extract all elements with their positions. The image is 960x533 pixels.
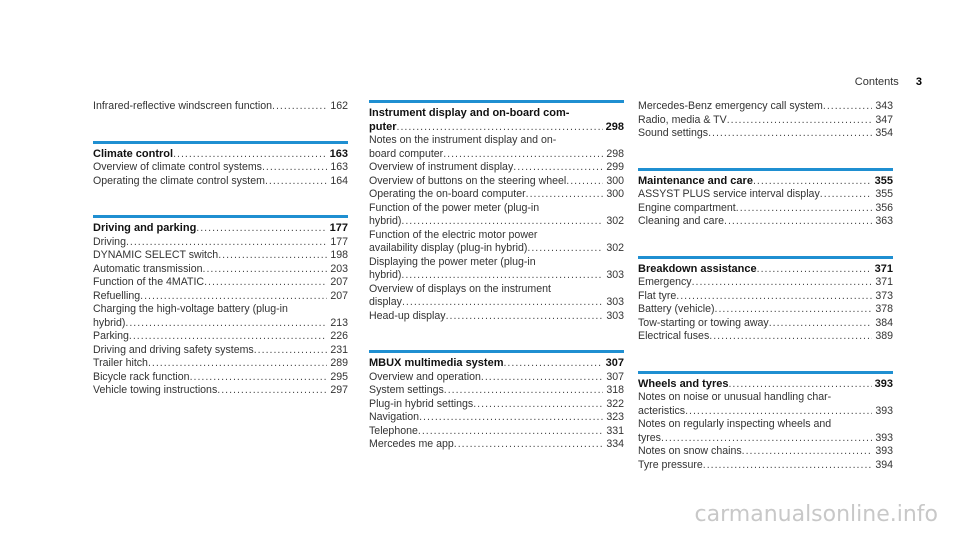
section-title-text: MBUX multimedia system [369,357,504,369]
toc-entry-text: Trailer hitch [93,357,148,369]
dot-leader [148,357,327,371]
page-ref: 322 [606,397,624,410]
toc-entry-text: Overview and operation [369,370,481,383]
toc-entry[interactable] [369,310,624,324]
page-ref: 295 [330,370,348,383]
page-ref: 393 [874,377,893,390]
dot-leader [443,148,603,162]
toc-entry[interactable] [638,114,893,128]
toc-entry[interactable] [638,330,893,344]
dot-leader [401,215,603,229]
toc-entry-text: Flat tyre [638,289,677,302]
page-ref: 177 [329,222,348,234]
toc-entry-line: Function of the electric motor power [369,228,538,241]
toc-entry-text: Battery (vehicle) [638,303,715,315]
page-ref: 371 [874,262,893,275]
toc-entry-text: acteristics [638,404,686,417]
section-rule [638,371,893,374]
page-ref: 334 [606,438,624,450]
dot-leader [419,411,603,425]
toc-section [369,350,624,452]
page-ref: 307 [605,357,624,369]
page-ref: 303 [606,269,624,281]
toc-entry-text: Function of the 4MATIC [93,276,205,288]
page-ref: 203 [330,262,348,275]
toc-entry[interactable] [93,357,348,371]
dot-leader [402,296,603,310]
page-ref: 371 [875,276,893,288]
toc-section [638,256,893,344]
toc-entry-text: Overview of climate control systems [93,161,262,173]
page-ref: 347 [875,113,893,126]
toc-entry-text: DYNAMIC SELECT switch [93,249,219,261]
toc-entry-line: Overview of displays on the instrument [369,282,551,295]
toc-entry[interactable] [638,215,893,229]
page-ref: 289 [330,357,348,369]
page-ref: 393 [875,445,893,457]
section-title[interactable] [93,222,348,236]
dot-leader [685,405,872,419]
toc-entry[interactable] [93,317,348,331]
dot-leader [444,384,604,398]
toc-entry[interactable] [638,100,893,114]
toc-entry-text: Driving and driving safety systems [93,343,254,356]
dot-leader [140,290,327,304]
page-ref: 318 [606,384,624,396]
page-ref: 302 [606,215,624,227]
page-ref: 198 [330,249,348,261]
page-ref: 389 [875,330,893,342]
toc-entry-text: Refuelling [93,289,141,302]
page-ref: 373 [875,289,893,302]
toc-entry-text: Overview of instrument display [369,161,514,173]
toc-column-1 [93,100,348,425]
toc-entry-text: tyres [638,431,661,444]
toc-entry-text: Telephone [369,424,418,437]
dot-leader [473,398,603,412]
footer [0,493,960,533]
toc-entry-text: Sound settings [638,127,709,139]
toc-entry[interactable] [638,432,893,446]
toc-entry-line: Displaying the power meter (plug-in [369,255,536,268]
toc-entry-text: board computer [369,147,444,160]
dot-leader [727,114,873,128]
toc-entry[interactable] [93,100,348,114]
page-ref: 303 [606,296,624,308]
page-ref: 393 [875,404,893,417]
toc-entry[interactable] [369,411,624,425]
page-ref: 355 [875,188,893,200]
toc-entry-text: Driving [93,235,126,248]
dot-leader [446,310,604,324]
section-title[interactable] [93,148,348,162]
toc-entry[interactable] [93,290,348,304]
dot-leader [218,249,327,263]
page-ref: 163 [330,161,348,173]
toc-entry-line: Notes on regularly inspecting wheels and [638,418,832,430]
toc-entry[interactable] [638,276,893,290]
toc-entry[interactable] [369,175,624,189]
toc-entry-text: Navigation [369,411,420,423]
page-ref: 393 [875,431,893,444]
toc-entry-text: Head-up display [369,309,446,322]
toc-section [369,100,624,323]
dot-leader [481,371,603,385]
toc-entry-text: Plug-in hybrid settings [369,397,474,410]
toc-entry-text: Mercedes me app [369,438,454,450]
section-title-text: Wheels and tyres [638,377,729,390]
toc-entry-text: Operating the on-board computer [369,188,526,200]
dot-leader [708,127,872,141]
dot-leader [272,100,327,114]
page-ref: 307 [606,370,624,383]
section-title-text: Breakdown assistance [638,262,757,275]
page-ref: 355 [874,174,893,187]
dot-leader [173,148,327,162]
toc-entry[interactable] [369,296,624,310]
toc-entry[interactable] [369,269,624,283]
section-title-text: Maintenance and care [638,174,753,187]
toc-entry[interactable] [638,127,893,141]
page-ref: 213 [330,316,348,329]
page-ref: 378 [875,303,893,315]
dot-leader [715,303,873,317]
toc-entry-text: hybrid) [369,269,402,281]
page-ref: 303 [606,309,624,322]
dot-leader [254,344,328,358]
toc-column-3 [638,100,893,499]
page-ref: 356 [875,201,893,214]
page-ref: 300 [606,188,624,200]
toc-entry-line: Charging the high-voltage battery (plug-in [93,303,288,315]
toc-entry[interactable] [369,398,624,412]
toc-entry[interactable] [369,425,624,439]
page-ref: 300 [606,174,624,187]
toc-entry-text: System settings [369,384,444,396]
dot-leader [566,175,603,189]
dot-leader [692,276,873,290]
dot-leader [262,161,327,175]
toc-entry-text: Infrared-reflective windscreen function [93,100,273,112]
dot-leader [418,425,603,439]
dot-leader [742,445,873,459]
dot-leader [503,357,602,371]
toc-entry[interactable] [638,290,893,304]
page-ref: 343 [875,100,893,112]
dot-leader [757,263,872,277]
dot-leader [454,438,604,452]
dot-leader [526,188,604,202]
page-ref: 299 [606,161,624,173]
section-title[interactable] [638,263,893,277]
dot-leader [527,242,603,256]
toc-entry-text: Engine compartment [638,201,736,214]
toc-entry-text: hybrid) [93,316,126,329]
toc-entry-line: Notes on the instrument display and on- [369,134,557,146]
dot-leader [401,269,603,283]
toc-section [93,100,348,114]
toc-entry-text: availability display (plug-in hybrid) [369,242,528,254]
toc-entry[interactable] [93,371,348,385]
dot-leader [703,459,873,473]
toc-section [638,168,893,229]
page-ref: 302 [606,242,624,254]
section-rule [638,168,893,171]
dot-leader [769,317,873,331]
dot-leader [397,121,603,135]
section-rule [93,141,348,144]
toc-entry[interactable] [638,405,893,419]
toc-entry[interactable] [369,242,624,256]
toc-entry-text: Mercedes-Benz emergency call system [638,100,823,112]
toc-entry[interactable] [93,236,348,250]
dot-leader [753,175,872,189]
dot-leader [513,161,603,175]
page-ref: 231 [330,343,348,356]
toc-column-2 [369,100,624,479]
page-ref: 298 [605,120,624,133]
toc-entry[interactable] [369,371,624,385]
toc-section [93,215,348,398]
page-ref: 164 [330,174,348,187]
page-ref: 384 [875,316,893,329]
page-ref: 297 [330,384,348,396]
section-title[interactable] [369,357,624,371]
watermark: carmanualsonline.info [694,502,938,527]
dot-leader [265,175,327,189]
toc-entry[interactable] [369,148,624,162]
section-rule [369,350,624,353]
dot-leader [728,378,871,392]
dot-leader [126,236,327,250]
toc-entry-text: Tow-starting or towing away [638,316,769,329]
toc-entry[interactable] [93,276,348,290]
dot-leader [820,188,873,202]
dot-leader [709,330,872,344]
toc-entry[interactable] [638,202,893,216]
page-header [855,76,922,88]
toc-entry-text: Tyre pressure [638,458,703,471]
toc-entry-text: Cleaning and care [638,215,724,227]
page-ref: 354 [875,127,893,139]
dot-leader [196,222,326,236]
dot-leader [736,202,873,216]
page-ref: 163 [329,147,348,160]
toc-entry[interactable] [93,330,348,344]
toc-entry-line: Function of the power meter (plug-in [369,201,540,214]
toc-entry[interactable] [638,459,893,473]
toc-entry[interactable] [638,303,893,317]
toc-entry-text: ASSYST PLUS service interval display [638,188,820,200]
page-ref: 363 [875,215,893,227]
toc-entry-text: Vehicle towing instructions [93,384,218,396]
dot-leader [823,100,872,114]
toc-entry-text: Radio, media & TV [638,113,727,126]
toc-entry[interactable] [93,384,348,398]
toc-entry[interactable] [369,188,624,202]
section-title-text: puter [369,120,397,133]
page-ref: 331 [606,424,624,437]
page-ref: 207 [330,276,348,288]
toc-entry-text: Overview of buttons on the steering wheel [369,174,567,187]
header-label: Contents [854,76,899,88]
page-ref: 394 [875,458,893,471]
section-title[interactable] [638,175,893,189]
dot-leader [203,263,328,277]
toc-entry-text: Operating the climate control system [93,174,265,187]
page-ref: 226 [330,330,348,342]
toc-entry-text: hybrid) [369,215,402,227]
toc-entry[interactable] [93,161,348,175]
toc-entry[interactable] [638,317,893,331]
toc-entry-text: display [369,296,402,308]
toc-entry-text: Notes on snow chains [638,445,742,457]
section-title-text: Climate control [93,147,174,160]
section-rule [638,256,893,259]
page-ref: 207 [330,289,348,302]
toc-entry[interactable] [369,215,624,229]
toc-entry[interactable] [638,445,893,459]
dot-leader [661,432,872,446]
dot-leader [129,330,327,344]
section-rule [93,215,348,218]
toc-entry-line: Notes on noise or unusual handling char- [638,391,832,403]
toc-entry-text: Electrical fuses [638,330,710,342]
dot-leader [676,290,872,304]
dot-leader [190,371,328,385]
toc-entry-text: Bicycle rack function [93,370,190,383]
section-title-text: Driving and parking [93,222,197,234]
page-ref: 177 [330,235,348,248]
dot-leader [724,215,872,229]
dot-leader [125,317,327,331]
section-title[interactable] [638,378,893,392]
toc-entry-text: Parking [93,330,129,342]
dot-leader [217,384,327,398]
page-ref: 323 [606,411,624,423]
toc-section [638,371,893,473]
toc-entry[interactable] [93,344,348,358]
page-number: 3 [915,76,922,88]
toc-entry[interactable] [638,188,893,202]
toc-entry[interactable] [93,175,348,189]
section-rule [369,100,624,103]
toc-entry[interactable] [93,249,348,263]
toc-section [93,141,348,189]
section-title[interactable] [369,121,624,135]
page-ref: 298 [606,147,624,160]
toc-entry-text: Automatic transmission [93,262,203,275]
page-ref: 162 [330,100,348,112]
toc-entry-text: Emergency [638,276,692,288]
dot-leader [204,276,327,290]
toc-section [638,100,893,141]
toc-entry[interactable] [369,384,624,398]
section-title-line: Instrument display and on-board com- [369,107,570,119]
toc-entry[interactable] [93,263,348,277]
toc-entry[interactable] [369,438,624,452]
toc-entry[interactable] [369,161,624,175]
